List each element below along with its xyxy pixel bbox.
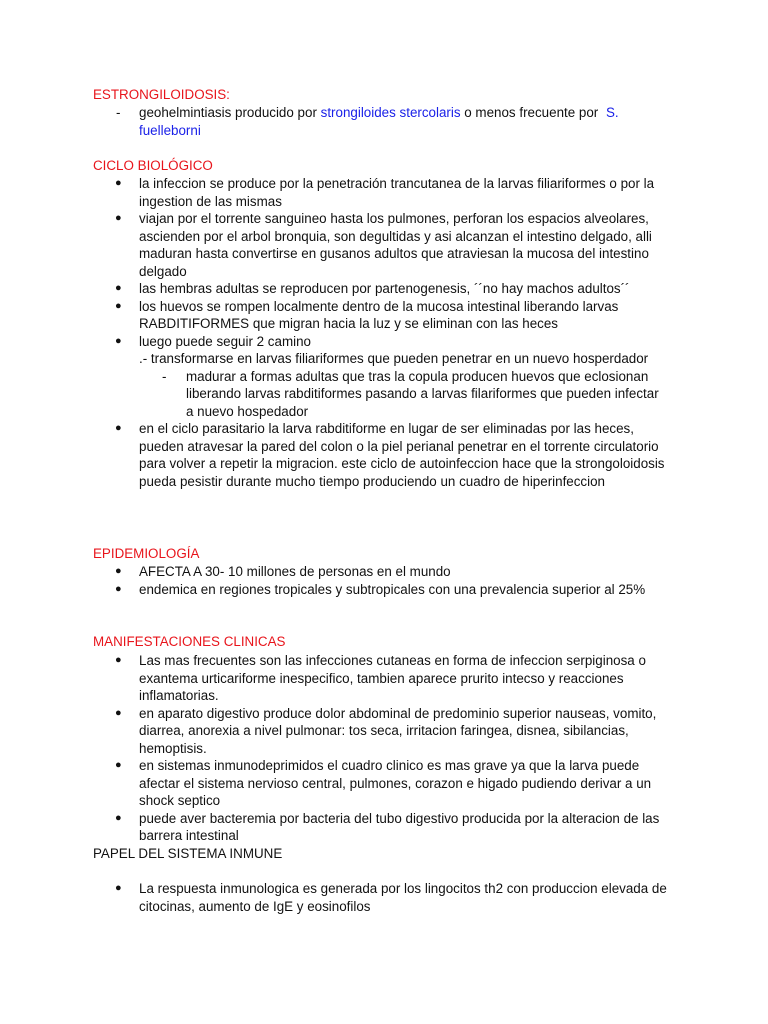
bullet-marker: ●	[115, 299, 122, 312]
list-item: ● La respuesta inmunologica es generada por los lingocitos th2 con produccion elevada de citocinas, aumento de IgE y eosinofilos	[115, 881, 667, 914]
bullet-marker: ●	[115, 811, 122, 824]
bullet-marker: ●	[115, 582, 122, 595]
species-link-stercolaris: strongiloides stercolaris	[320, 105, 461, 120]
list-item: ● endemica en regiones tropicales y subtropicales con una prevalencia superior al 25%	[115, 581, 646, 597]
camino-option-1: .- transformarse en larvas filiariformes que pueden penetrar en un nuevo hosperdador	[139, 351, 649, 366]
list-item: ● AFECTA A 30- 10 millones de personas en el mundo	[115, 564, 451, 579]
heading-manifestaciones: MANIFESTACIONES CLINICAS	[93, 634, 286, 649]
species-link-s: S.	[605, 105, 619, 120]
species-link-fuelleborni: fuelleborni	[139, 122, 201, 138]
bullet-marker: ●	[115, 422, 122, 434]
bullet-marker: ●	[115, 882, 122, 894]
heading-ciclo-biologico: CICLO BIOLÓGICO	[93, 158, 213, 173]
list-item: ● Las mas frecuentes son las infecciones cutaneas en forma de infeccion serpiginosa o exantema urticariforme inespecifico, tambien aparece prurito intecso y reacciones inflamatorias.	[115, 653, 646, 703]
camino-option-2: - madurar a formas adultas que tras la copula producen huevos que eclosionan liberando larvas rabditiformes pasando a larvas filariformes que pueden infectar a nuevo hospedador	[162, 368, 659, 419]
bullet-marker: ●	[115, 334, 122, 347]
dash-marker: -	[116, 105, 121, 120]
bullet-marker: ●	[115, 177, 122, 189]
heading-estrongiloidosis: ESTRONGILOIDOSIS:	[93, 87, 230, 102]
bullet-marker: ●	[115, 654, 122, 666]
inmune-list	[0, 880, 768, 915]
list-item: ● en sistemas inmunodeprimidos el cuadro clinico es mas grave ya que la larva puede afectar el sistema nervioso central, pulmones, corazon e higado pudiendo derivar a un shock septico	[115, 758, 652, 808]
heading-sistema-inmune: PAPEL DEL SISTEMA INMUNE	[93, 846, 283, 861]
list-item: ● viajan por el torrente sanguineo hasta los pulmones, perforan los espacios alveolares, ascienden por el arbol bronquia, son degultidas y asi alcanzan el intestino delgado, alli maduran hasta convertirse en gusanos adultos que atraviesan la mucosa del intestino delgado	[115, 211, 652, 279]
bullet-marker: ●	[115, 212, 122, 224]
manifestaciones-list	[0, 652, 768, 845]
bullet-marker: ●	[115, 565, 122, 577]
intro-list	[0, 104, 768, 139]
bullet-marker: ●	[115, 706, 122, 719]
list-item: - geohelmintiasis producido por strongiloides stercolaris o menos frecuente por S. fuelleborni	[116, 105, 619, 138]
list-item: ● puede aver bacteremia por bacteria del tubo digestivo producida por la alteracion de las barrera intestinal	[115, 810, 660, 843]
list-item: ● en aparato digestivo produce dolor abdominal de predominio superior nauseas, vomito, diarrea, anorexia a nivel pulmonar: tos seca, irritacion faringea, disnea, sibilancias, hemoptisis.	[115, 705, 657, 756]
bullet-marker: ●	[115, 759, 122, 771]
list-item: ● en el ciclo parasitario la larva rabditiforme en lugar de ser eliminadas por las heces, pueden atravesar la pared del colon o la piel perianal penetrar en el torrente circulatorio para volver a repetir la migracion. este ciclo de autoinfeccion hace que la strongoloidosis pueda pesistir durante mucho tiempo produciendo un cuadro de hiperinfeccion	[115, 421, 665, 489]
dash-marker: -	[162, 368, 167, 384]
epidemiologia-list	[0, 563, 768, 598]
ciclo-list	[0, 175, 768, 490]
bullet-marker: ●	[115, 282, 122, 294]
list-item: ● luego puede seguir 2 camino .- transformarse en larvas filiariformes que pueden penetrar en un nuevo hosperdador - madurar a formas adultas que tras la copula producen huevos que eclosionan liberando larvas rabditiformes pasando a larvas filariformes que pueden infectar a nuevo hospedador	[0, 333, 669, 421]
list-item: ● las hembras adultas se reproducen por partenogenesis, ´´no hay machos adultos´´	[115, 281, 630, 296]
list-item: ● la infeccion se produce por la penetración trancutanea de la larvas filiariformes o por la ingestion de las mismas	[115, 176, 655, 209]
list-item: ● los huevos se rompen localmente dentro de la mucosa intestinal liberando larvas RABDITIFORMES que migran hacia la luz y se eliminan con las heces	[115, 298, 619, 331]
heading-epidemiologia: EPIDEMIOLOGÍA	[93, 546, 200, 561]
